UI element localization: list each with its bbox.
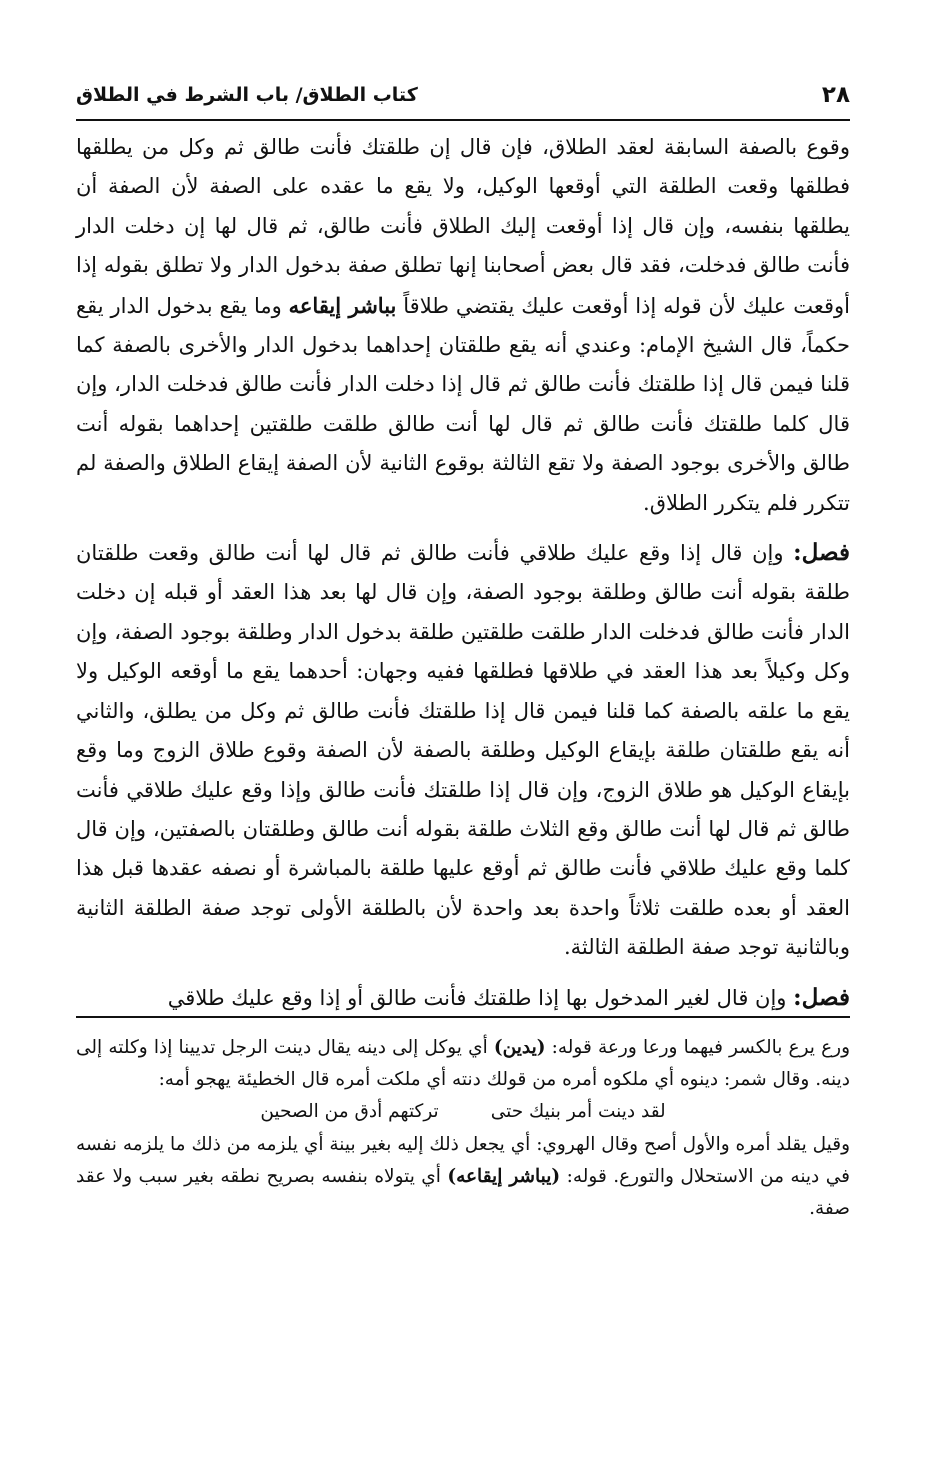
footnote-2-term: (يباشر إيقاعه) xyxy=(447,1165,561,1187)
section-marker-fasl: فصل: xyxy=(793,539,850,567)
paragraph-1-text: وقوع بالصفة السابقة لعقد الطلاق، فإن قال إن طلقتك فأنت طالق ثم وكل من يطلقها فطلقها وقعت الطلقة التي أوقعها الوكيل، ولا يقع ما عقده على الصفة لأن الصفة أن يطلقها بنفسه، وإن قال إذا أوقعت إليك الطلاق فأنت طالق، ثم قال لها إن دخلت الدار فأنت طالق فدخلت، فقد قال بعض أصحابنا إنها تطلق صفة بدخول الدار ولا تطلق بقوله إذا أوقعت عليك لأن قوله إذا أوقعت عليك يقتضي طلاقاً xyxy=(76,135,850,318)
footnote-1-text-end: أي يوكل إلى دينه يقال دينت الرجل تديينا إذا وكلته إلى دينه. وقال شمر: دينوه أي ملكوه أمره من قولك دنته أي ملكت أمره قال الخطيئة يهجو أمه: xyxy=(76,1037,850,1091)
paragraph-1-emphasis: بباشر إيقاعه xyxy=(288,292,397,318)
verse-second-hemistich: تركتهم أدق من الصحين xyxy=(260,1101,439,1123)
page-number: ٢٨ xyxy=(821,82,850,108)
footnote-separator xyxy=(76,1016,850,1018)
verse-first-hemistich: لقد دينت أمر بنيك حتى xyxy=(490,1101,666,1123)
poetry-verse xyxy=(76,1096,850,1128)
paragraph-2 xyxy=(76,533,850,967)
paragraph-3 xyxy=(76,978,850,1018)
running-head: كتاب الطلاق/ باب الشرط في الطلاق xyxy=(76,84,418,106)
footnote-1-term: (يدين) xyxy=(493,1037,546,1058)
footnote-1 xyxy=(76,1032,850,1096)
footnotes xyxy=(76,1032,850,1225)
main-text xyxy=(76,128,850,1018)
footnote-2-text-end: أي يتولاه بنفسه بصريح نطقه بغير سبب ولا عقد صفة. xyxy=(76,1165,850,1220)
paragraph-1-text-end: وما يقع بدخول الدار يقع حكماً، قال الشيخ الإمام: وعندي أنه يقع طلقتان إحداهما بدخول الدار والأخرى بالصفة كما قلنا فيمن قال إذا طلقتك فأنت طالق ثم قال إذا دخلت الدار فأنت طالق فدخلت الدار، وإن قال كلما طلقتك فأنت طالق ثم قال لها أنت طالق طلقت طلقتين إحداهما بقوله أنت طالق والأخرى بوجود الصفة ولا تقع الثالثة بوقوع الثانية لأن الصفة إيقاع الطلاق والصفة لم تتكرر فلم يتكرر الطلاق. xyxy=(76,293,850,515)
footnote-2 xyxy=(76,1129,850,1226)
paragraph-3-text: وإن قال لغير المدخول بها إذا طلقتك فأنت طالق أو إذا وقع عليك طلاقي xyxy=(167,985,787,1010)
page-header xyxy=(76,78,850,122)
paragraph-1 xyxy=(76,128,850,523)
paragraph-2-text: وإن قال إذا وقع عليك طلاقي فأنت طالق ثم قال لها أنت طالق وقعت طلقتان طلقة بقوله أنت طالق وطلقة بوجود الصفة، وإن قال لها بعد هذا العقد أو قبله إن دخلت الدار فأنت طالق فدخلت الدار طلقت طلقتين طلقة بدخول الدار وطلقة بوجود الصفة، وإن وكل وكيلاً بعد هذا العقد في طلاقها فطلقها ففيه وجهان: أحدهما يقع ما أوقعه الوكيل ولا يقع ما علقه بالصفة كما قلنا فيمن قال إذا طلقتك فأنت طالق ثم وكل من يطلق، والثاني أنه يقع طلقتان طلقة بإيقاع الوكيل وطلقة بالصفة لأن الصفة وقوع طلاق الزوج وما وقع بإيقاع الوكيل هو طلاق الزوج، وإن قال إذا طلقتك فأنت طالق وإذا وقع عليك طلاقي فأنت طالق ثم قال لها أنت طالق وقع الثلاث طلقة بقوله أنت طالق وطلقتان بالصفتين، وإن قال كلما وقع عليك طلاقي فأنت طالق ثم أوقع عليها طلقة بالمباشرة أو نصفه عقدها قبل هذا العقد أو بعده طلقت ثلاثاً واحدة بعد واحدة لأن بالطلقة الأولى توجد صفة الطلقة الثانية وبالثانية توجد صفة الطلقة الثالثة. xyxy=(76,541,850,960)
footnote-2-text: وقيل يقلد أمره والأول أصح وقال الهروي: أي يجعل ذلك إليه بغير بينة أي يلزمه من ذلك ما يلزمه نفسه في دينه من الاستحلال والتورع. قوله: xyxy=(76,1133,850,1187)
header-rule xyxy=(76,119,850,121)
section-marker-fasl-2: فصل: xyxy=(793,983,850,1011)
footnote-1-text: ورع يرع بالكسر فيهما ورعا ورعة قوله: xyxy=(551,1037,851,1058)
